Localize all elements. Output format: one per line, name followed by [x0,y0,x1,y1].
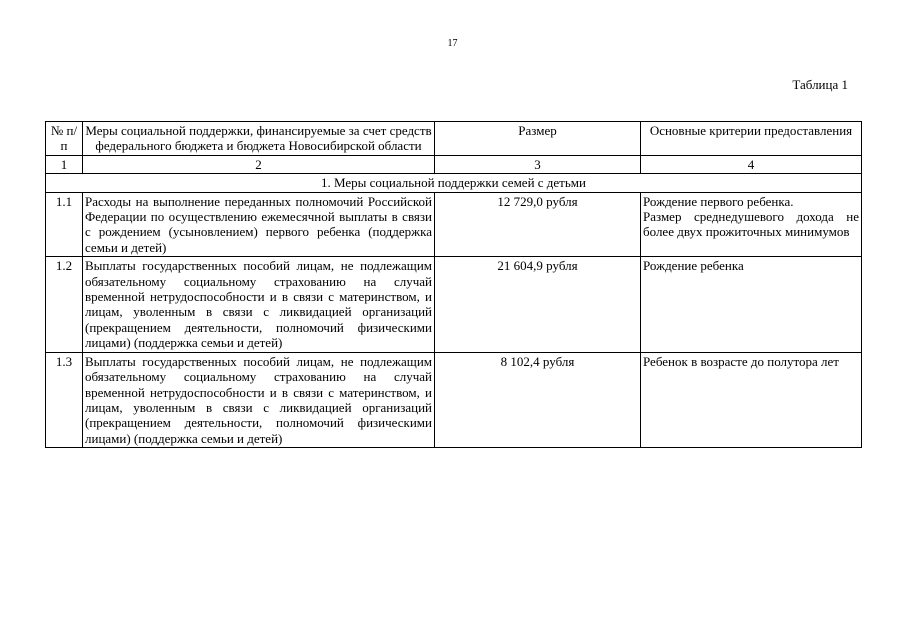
support-measures-table [45,121,862,448]
criteria-line: Размер среднедушевого дохода не более двух прожиточных минимумов [643,209,859,240]
row-number: 1.1 [46,192,83,257]
row-number: 1.2 [46,257,83,352]
table-caption: Таблица 1 [792,77,848,92]
table-header-row [46,122,862,156]
header-size: Размер [435,122,641,156]
row-criteria [641,192,862,257]
row-criteria [641,257,862,352]
table-row [46,192,862,257]
section-title: 1. Меры социальной поддержки семей с детьми [46,174,862,192]
column-number: 4 [641,155,862,173]
row-size: 8 102,4 рубля [435,352,641,447]
criteria-line: Рождение ребенка [643,258,744,274]
section-row [46,174,862,192]
page-number: 17 [447,38,458,49]
column-numbers-row [46,155,862,173]
column-number: 2 [83,155,435,173]
row-size: 12 729,0 рубля [435,192,641,257]
row-criteria [641,352,862,447]
column-number: 3 [435,155,641,173]
row-measure: Выплаты государственных пособий лицам, не подлежащим обязательному социальному страхованию на случай временной нетрудоспособности и в связи с материнством, и лицам, уволенным в связи с ликвидацией организаций (прекращением деятельности, полномочий физическими лицами) (поддержка семьи и детей) [83,352,435,447]
column-number: 1 [46,155,83,173]
row-measure: Расходы на выполнение переданных полномочий Российской Федерации по осуществлению ежемесячной выплаты в связи с рождением (усыновлением) первого ребенка (поддержка семьи и детей) [83,192,435,257]
row-measure: Выплаты государственных пособий лицам, не подлежащим обязательному социальному страхованию на случай временной нетрудоспособности и в связи с материнством, и лицам, уволенным в связи с ликвидацией организаций (прекращением деятельности, полномочий физическими лицами) (поддержка семьи и детей) [83,257,435,352]
header-criteria: Основные критерии предоставления [641,122,862,156]
header-no: № п/п [46,122,83,156]
table-row [46,352,862,447]
row-size: 21 604,9 рубля [435,257,641,352]
criteria-line: Ребенок в возрасте до полутора лет [643,353,839,369]
header-measures: Меры социальной поддержки, финансируемые за счет средств федерального бюджета и бюджета Новосибирской области [83,122,435,156]
table-row [46,257,862,352]
criteria-line: Рождение первого ребенка. [643,193,794,209]
row-number: 1.3 [46,352,83,447]
